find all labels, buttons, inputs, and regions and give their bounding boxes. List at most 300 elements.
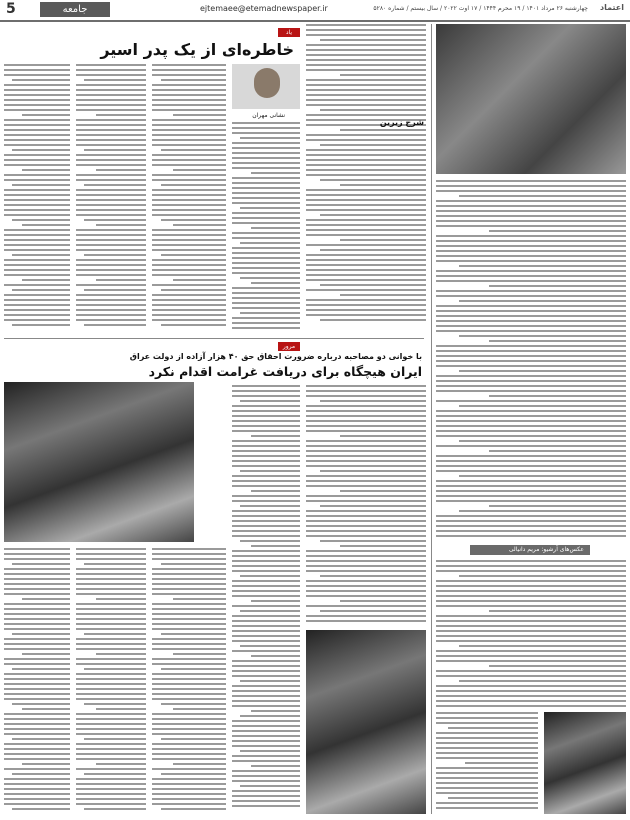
text-line	[240, 277, 300, 279]
text-line	[12, 773, 70, 775]
text-line	[76, 613, 146, 615]
issue-line: چهارشنبه ۲۶ مرداد ۱۴۰۱ / ۱۹ محرم ۱۴۴۴ / ۱۷ اوت ۲۰۲۲ / سال بیستم / شماره ۵۲۸۰	[373, 5, 588, 12]
text-line	[232, 520, 300, 522]
text-line	[436, 325, 626, 327]
text-line	[232, 197, 300, 199]
text-line	[152, 698, 226, 700]
text-line	[232, 620, 300, 622]
text-line	[12, 324, 70, 326]
text-line	[232, 595, 300, 597]
text-line	[84, 149, 146, 151]
text-line	[152, 553, 226, 555]
text-line	[152, 229, 226, 231]
text-line	[76, 134, 146, 136]
text-line	[152, 154, 226, 156]
text-line	[436, 752, 538, 754]
text-line	[76, 573, 146, 575]
text-line	[232, 390, 300, 392]
text-line	[4, 249, 70, 251]
text-line	[436, 210, 626, 212]
text-line	[306, 114, 426, 116]
text-line	[459, 645, 626, 647]
text-line	[306, 530, 426, 532]
text-line	[232, 415, 300, 417]
text-line	[4, 84, 70, 86]
text-line	[152, 209, 226, 211]
text-line	[436, 635, 626, 637]
text-line	[152, 304, 226, 306]
text-line	[436, 520, 626, 522]
text-line	[232, 152, 300, 154]
text-line	[306, 430, 426, 432]
text-line	[436, 500, 626, 502]
text-line	[306, 69, 426, 71]
text-line	[152, 693, 226, 695]
text-line	[76, 788, 146, 790]
text-line	[4, 623, 70, 625]
text-line	[436, 435, 626, 437]
text-line	[232, 625, 300, 627]
text-line	[436, 650, 626, 652]
text-line	[436, 245, 626, 247]
text-line	[436, 535, 626, 537]
text-line	[436, 722, 538, 724]
text-line	[76, 179, 146, 181]
text-line	[4, 798, 70, 800]
text-line	[152, 573, 226, 575]
text-line	[306, 304, 426, 306]
text-line	[306, 415, 426, 417]
text-line	[232, 735, 300, 737]
text-line	[240, 207, 300, 209]
text-line	[232, 675, 300, 677]
text-line	[152, 638, 226, 640]
text-line	[152, 194, 226, 196]
text-line	[76, 588, 146, 590]
text-line	[84, 289, 146, 291]
text-line	[306, 244, 426, 246]
text-line	[76, 69, 146, 71]
text-line	[152, 583, 226, 585]
text-line	[152, 663, 226, 665]
text-line	[436, 530, 626, 532]
text-line	[306, 440, 426, 442]
text-line	[240, 470, 300, 472]
text-line	[232, 307, 300, 309]
text-line	[4, 593, 70, 595]
text-line	[436, 350, 626, 352]
text-line	[436, 625, 626, 627]
text-line	[161, 738, 226, 740]
text-line	[152, 713, 226, 715]
text-line	[76, 583, 146, 585]
text-line	[76, 104, 146, 106]
text-line	[232, 745, 300, 747]
text-line	[76, 234, 146, 236]
text-line	[306, 615, 426, 617]
text-line	[459, 265, 626, 267]
text-line	[306, 570, 426, 572]
text-line	[306, 44, 426, 46]
text-line	[306, 525, 426, 527]
text-line	[306, 535, 426, 537]
text-line	[76, 174, 146, 176]
text-line	[306, 274, 426, 276]
text-line	[320, 284, 426, 286]
text-line	[436, 670, 626, 672]
text-line	[436, 235, 626, 237]
text-line	[4, 578, 70, 580]
text-line	[76, 733, 146, 735]
text-line	[4, 159, 70, 161]
text-line	[489, 285, 626, 287]
text-line	[152, 269, 226, 271]
text-line	[152, 608, 226, 610]
text-line	[320, 400, 426, 402]
text-line	[306, 279, 426, 281]
text-line	[306, 229, 426, 231]
text-line	[4, 683, 70, 685]
text-line	[4, 603, 70, 605]
text-line	[4, 648, 70, 650]
text-line	[152, 179, 226, 181]
text-line	[96, 598, 146, 600]
text-line	[436, 240, 626, 242]
text-line	[306, 480, 426, 482]
story-col-3	[76, 64, 146, 332]
text-line	[489, 665, 626, 667]
text-line	[4, 129, 70, 131]
text-line	[152, 788, 226, 790]
text-line	[232, 405, 300, 407]
text-line	[240, 645, 300, 647]
section-title: جامعه	[40, 2, 110, 17]
text-line	[96, 114, 146, 116]
text-line	[436, 485, 626, 487]
text-line	[4, 119, 70, 121]
text-line	[84, 563, 146, 565]
text-line	[436, 585, 626, 587]
text-line	[306, 94, 426, 96]
text-line	[320, 610, 426, 612]
text-line	[340, 239, 426, 241]
text-line	[436, 695, 626, 697]
text-line	[4, 778, 70, 780]
text-line	[232, 640, 300, 642]
text-line	[76, 683, 146, 685]
text-line	[4, 793, 70, 795]
story-col-1	[232, 122, 300, 332]
story-tag: یاد	[278, 28, 300, 37]
text-line	[4, 748, 70, 750]
text-line	[232, 495, 300, 497]
text-line	[232, 690, 300, 692]
text-line	[251, 435, 300, 437]
text-line	[320, 144, 426, 146]
text-line	[232, 127, 300, 129]
text-line	[4, 179, 70, 181]
text-line	[232, 560, 300, 562]
text-line	[306, 154, 426, 156]
text-line	[4, 194, 70, 196]
bottom-story-title: ایران هیچگاه برای دریافت غرامت اقدام نکرد	[148, 364, 422, 379]
text-line	[306, 259, 426, 261]
bottom-right-photo	[544, 712, 626, 814]
text-line	[232, 327, 300, 329]
text-line	[232, 665, 300, 667]
text-line	[76, 638, 146, 640]
text-line	[152, 593, 226, 595]
text-line	[436, 200, 626, 202]
crowd-photo	[306, 630, 426, 814]
text-line	[173, 763, 226, 765]
text-line	[306, 164, 426, 166]
text-line	[306, 405, 426, 407]
text-line	[436, 295, 626, 297]
text-line	[232, 147, 300, 149]
text-line	[76, 628, 146, 630]
text-line	[232, 570, 300, 572]
text-line	[436, 220, 626, 222]
text-line	[96, 653, 146, 655]
text-line	[152, 803, 226, 805]
text-line	[306, 595, 426, 597]
text-line	[76, 139, 146, 141]
text-line	[232, 790, 300, 792]
text-line	[84, 808, 146, 810]
text-line	[76, 214, 146, 216]
text-line	[232, 420, 300, 422]
text-line	[173, 708, 226, 710]
text-line	[76, 693, 146, 695]
text-line	[306, 234, 426, 236]
text-line	[152, 64, 226, 66]
text-line	[306, 560, 426, 562]
text-line	[459, 405, 626, 407]
text-line	[306, 585, 426, 587]
text-line	[306, 159, 426, 161]
text-line	[4, 583, 70, 585]
bottom-col-4	[76, 548, 146, 813]
text-line	[320, 249, 426, 251]
text-line	[232, 440, 300, 442]
text-line	[161, 149, 226, 151]
middle-right-text	[306, 24, 426, 324]
text-line	[232, 630, 300, 632]
text-line	[232, 217, 300, 219]
text-line	[4, 174, 70, 176]
text-line	[4, 124, 70, 126]
text-line	[436, 595, 626, 597]
story-col-2	[152, 64, 226, 332]
text-line	[4, 204, 70, 206]
newspaper-brand: اعتماد	[600, 3, 624, 12]
text-line	[232, 775, 300, 777]
text-line	[4, 274, 70, 276]
text-line	[436, 360, 626, 362]
text-line	[4, 663, 70, 665]
text-line	[306, 24, 426, 26]
text-line	[4, 733, 70, 735]
text-line	[232, 535, 300, 537]
text-line	[4, 688, 70, 690]
text-line	[436, 470, 626, 472]
text-line	[436, 747, 538, 749]
text-line	[4, 269, 70, 271]
text-line	[76, 623, 146, 625]
text-line	[76, 99, 146, 101]
text-line	[320, 319, 426, 321]
text-line	[306, 314, 426, 316]
text-line	[459, 575, 626, 577]
text-line	[306, 104, 426, 106]
text-line	[4, 314, 70, 316]
text-line	[306, 390, 426, 392]
text-line	[161, 668, 226, 670]
text-line	[340, 129, 426, 131]
text-line	[232, 510, 300, 512]
text-line	[152, 99, 226, 101]
text-line	[152, 274, 226, 276]
text-line	[232, 302, 300, 304]
bottom-story-kicker: با خوانی دو مصاحبه درباره ضرورت احقاق حق ۴۰ هزار آزاده از دولت عراق	[129, 352, 422, 361]
text-line	[76, 608, 146, 610]
text-line	[96, 708, 146, 710]
text-line	[12, 668, 70, 670]
text-line	[152, 783, 226, 785]
text-line	[306, 29, 426, 31]
text-line	[12, 289, 70, 291]
text-line	[152, 319, 226, 321]
text-line	[306, 565, 426, 567]
text-line	[436, 400, 626, 402]
text-line	[459, 680, 626, 682]
text-line	[306, 189, 426, 191]
text-line	[489, 340, 626, 342]
text-line	[232, 755, 300, 757]
text-line	[4, 558, 70, 560]
text-line	[436, 215, 626, 217]
text-line	[76, 678, 146, 680]
text-line	[161, 633, 226, 635]
text-line	[340, 435, 426, 437]
text-line	[306, 485, 426, 487]
text-line	[232, 287, 300, 289]
text-line	[152, 643, 226, 645]
story-separator	[4, 338, 424, 339]
text-line	[76, 643, 146, 645]
text-line	[152, 174, 226, 176]
text-line	[436, 410, 626, 412]
text-line	[320, 540, 426, 542]
text-line	[232, 695, 300, 697]
text-line	[152, 618, 226, 620]
text-line	[240, 137, 300, 139]
text-line	[436, 180, 626, 182]
text-line	[4, 638, 70, 640]
text-line	[152, 658, 226, 660]
text-line	[306, 99, 426, 101]
text-line	[161, 184, 226, 186]
text-line	[152, 239, 226, 241]
text-line	[306, 169, 426, 171]
text-line	[84, 738, 146, 740]
bottom-col-2	[232, 385, 300, 813]
text-line	[76, 658, 146, 660]
text-line	[436, 270, 626, 272]
text-line	[306, 254, 426, 256]
text-line	[306, 34, 426, 36]
text-line	[448, 727, 538, 729]
text-line	[76, 548, 146, 550]
text-line	[232, 410, 300, 412]
text-line	[436, 310, 626, 312]
text-line	[340, 545, 426, 547]
text-line	[152, 688, 226, 690]
text-line	[76, 688, 146, 690]
text-line	[152, 578, 226, 580]
text-line	[4, 69, 70, 71]
text-line	[4, 134, 70, 136]
text-line	[22, 169, 70, 171]
text-line	[152, 628, 226, 630]
text-line	[306, 515, 426, 517]
text-line	[436, 580, 626, 582]
text-line	[76, 673, 146, 675]
text-line	[4, 304, 70, 306]
text-line	[436, 700, 626, 702]
text-line	[152, 294, 226, 296]
text-line	[152, 264, 226, 266]
text-line	[436, 712, 538, 714]
text-line	[232, 142, 300, 144]
text-line	[306, 455, 426, 457]
text-line	[76, 164, 146, 166]
text-line	[12, 254, 70, 256]
text-line	[306, 174, 426, 176]
text-line	[251, 282, 300, 284]
text-line	[152, 124, 226, 126]
text-line	[152, 139, 226, 141]
text-line	[232, 530, 300, 532]
text-line	[96, 224, 146, 226]
text-line	[459, 300, 626, 302]
text-line	[4, 718, 70, 720]
text-line	[76, 648, 146, 650]
text-line	[152, 673, 226, 675]
text-line	[436, 430, 626, 432]
text-line	[173, 114, 226, 116]
text-line	[436, 620, 626, 622]
text-line	[489, 610, 626, 612]
text-line	[251, 655, 300, 657]
text-line	[436, 375, 626, 377]
text-line	[436, 565, 626, 567]
text-line	[232, 795, 300, 797]
text-line	[436, 225, 626, 227]
text-line	[240, 505, 300, 507]
top-right-photo	[436, 24, 626, 174]
text-line	[4, 214, 70, 216]
text-line	[306, 550, 426, 552]
text-line	[436, 280, 626, 282]
text-line	[320, 214, 426, 216]
text-line	[306, 139, 426, 141]
text-line	[489, 450, 626, 452]
text-line	[161, 219, 226, 221]
text-line	[152, 603, 226, 605]
text-line	[232, 725, 300, 727]
